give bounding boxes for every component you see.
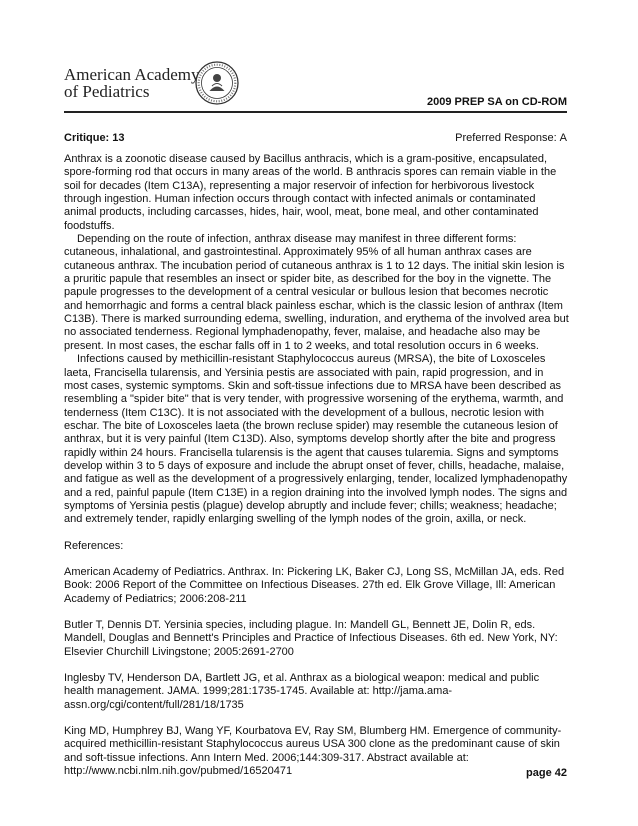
critique-label: Critique: 13 [64,132,125,144]
reference-item: American Academy of Pediatrics. Anthrax. In: Pickering LK, Baker CJ, Long SS, McMillan JA, eds. Red Book: 2006 Report of the Committee on Infectious Diseases. 27th ed. Elk Grove Village, Ill: American Academy of Pediatrics; 2006:208-211 [64,565,565,605]
product-title: 2009 PREP SA on CD-ROM [427,96,567,108]
references-title: References: [64,539,124,552]
page-number: page 42 [526,767,567,779]
logo-text [64,66,199,100]
logo-line-1: American Academy [64,65,200,84]
preferred-response-label: Preferred Response: [455,132,557,144]
header-rule [64,111,567,113]
reference-item: Butler T, Dennis DT. Yersinia species, including plague. In: Mandell GL, Bennett JE, Dolin R, eds. Mandell, Douglas and Bennett's Principles and Practice of Infectious Diseases. 6th ed. New York, NY: Elsevier Churchill Livingstone; 2005:2691-2700 [64,619,558,658]
body-paragraph: Depending on the route of infection, anthrax disease may manifest in three different forms: cutaneous, inhalational, and gastrointestinal. Approximately 95% of all human anthrax cases are cutaneous anthrax. The incubation period of cutaneous anthrax is 1 to 12 days. The initial skin lesion is a pruritic papule that resembles an insect or spider bite, as described for the boy in the vignette. The papule progresses to the development of a central vesicular or bullous lesion that becomes necrotic and hemorrhagic and forms a central black painless eschar, which is the classic lesion of anthrax (Item C13B). There is marked surrounding edema, swelling, induration, and erythema of the involved area but no associated tenderness. Regional lymphadenopathy, fever, malaise, and headache also may be present. In most cases, the eschar falls off in 1 to 2 weeks, and total resolution occurs in 6 weeks. [64,233,569,352]
reference-item: Inglesby TV, Henderson DA, Bartlett JG, et al. Anthrax as a biological weapon: medical and public health management. JAMA. 1999;281:1735-1745. Available at: http://jama.ama-assn.org/cgi/content/full/281/18/1735 [64,672,540,711]
preferred-response-value: A [559,132,567,144]
preferred-response [455,132,567,144]
body-paragraph: Anthrax is a zoonotic disease caused by Bacillus anthracis, which is a gram-positive, encapsulated, spore-forming rod that occurs in many areas of the world. B anthracis spores can remain viable in the soil for decades (Item C13A), representing a major reservoir of infection for herbivorous livestock through ingestion. Human infection occurs through contact with infected animals or contaminated animal products, including carcasses, hides, hair, wool, meat, bone meal, and other contaminated foodstuffs. [64,153,557,232]
critique-body [64,153,569,791]
aap-logo [64,60,264,106]
logo-line-2: of Pediatrics [64,82,150,101]
body-paragraph: Infections caused by methicillin-resistant Staphylococcus aureus (MRSA), the bite of Loxosceles laeta, Francisella tularensis, and Yersinia pestis are associated with pain, rapid progression, and in most cases, systemic symptoms. Skin and soft-tissue infections due to MRSA have been described as resembling a "spider bite" that is very tender, with progressive worsening of the erythema, warmth, and tenderness (Item C13C). It is not associated with the development of a bullous, necrotic lesion with eschar. The bite of Loxosceles laeta (the brown recluse spider) may resemble the cutaneous lesion of anthrax, but it is very painful (Item C13D). Also, symptoms develop shortly after the bite and progress rapidly within 24 hours. Francisella tularensis is the agent that causes tularemia. Signs and symptoms develop within 3 to 5 days of exposure and include the abrupt onset of fever, chills, headache, malaise, and fatigue as well as the development of a progressively enlarging, tender, localized lymphadenopathy and a red, painful papule (Item C13E) in a region draining into the involved lymph nodes. The signs and symptoms of Yersinia pestis (plague) develop abruptly and include fever; chills; weakness; headache; and extremely tender, rapidly enlarging swelling of the lymph nodes of the groin, axilla, or neck. [64,353,568,526]
aap-seal-icon [194,60,240,106]
reference-item: King MD, Humphrey BJ, Wang YF, Kourbatova EV, Ray SM, Blumberg HM. Emergence of community-acquired methicillin-resistant Staphylococcus aureus USA 300 clone as the predominant cause of skin and soft-tissue infections. Ann Intern Med. 2006;144:309-317. Abstract available at: http://www.ncbi.nlm.nih.gov/pubmed/16520471 [64,725,562,778]
